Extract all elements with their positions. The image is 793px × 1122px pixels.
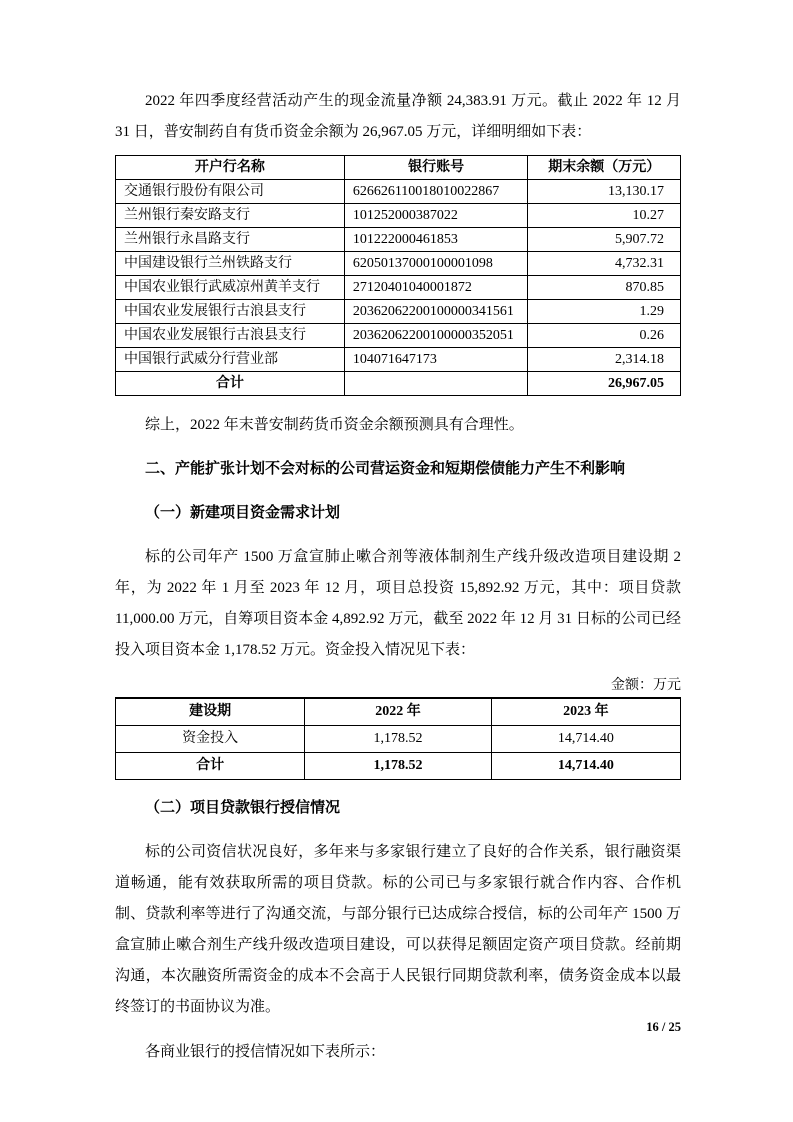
header-construction-period: 建设期 bbox=[116, 698, 305, 726]
total-value-cell: 14,714.40 bbox=[491, 753, 680, 780]
header-ending-balance: 期末余额（万元） bbox=[528, 156, 681, 180]
table-row bbox=[116, 324, 681, 348]
row-label-cell: 资金投入 bbox=[116, 726, 305, 753]
bank-name-cell: 兰州银行秦安路支行 bbox=[116, 204, 345, 228]
subsection-heading-2: （二）项目贷款银行授信情况 bbox=[145, 800, 341, 816]
table-row bbox=[116, 180, 681, 204]
total-value-cell: 26,967.05 bbox=[528, 372, 681, 396]
account-cell: 626626110018010022867 bbox=[344, 180, 528, 204]
account-cell: 62050137000100001098 bbox=[344, 252, 528, 276]
balance-cell: 5,907.72 bbox=[528, 228, 681, 252]
bank-name-cell: 兰州银行永昌路支行 bbox=[116, 228, 345, 252]
page-number: 16 / 25 bbox=[646, 1020, 681, 1034]
balance-cell: 1.29 bbox=[528, 300, 681, 324]
table-unit-note: 金额：万元 bbox=[611, 678, 681, 693]
bank-name-cell: 中国银行武威分行营业部 bbox=[116, 348, 345, 372]
paragraph-cash-flow: 2022 年四季度经营活动产生的现金流量净额 24,383.91 万元。截止 2022 年 12 月 31 日，普安制药自有货币资金余额为 26,967.05 万元，详细明细如下表： bbox=[115, 93, 681, 140]
balance-cell: 870.85 bbox=[528, 276, 681, 300]
bank-name-cell: 中国农业银行武威凉州黄羊支行 bbox=[116, 276, 345, 300]
total-label-cell: 合计 bbox=[116, 372, 345, 396]
table-total-row bbox=[116, 372, 681, 396]
header-bank-name: 开户行名称 bbox=[116, 156, 345, 180]
subsection-heading-1: （一）新建项目资金需求计划 bbox=[145, 505, 341, 521]
table-row bbox=[116, 204, 681, 228]
total-value-cell: 1,178.52 bbox=[305, 753, 491, 780]
table-row bbox=[116, 300, 681, 324]
value-cell: 14,714.40 bbox=[491, 726, 680, 753]
balance-cell: 2,314.18 bbox=[528, 348, 681, 372]
balance-cell: 0.26 bbox=[528, 324, 681, 348]
section-heading-2: 二、产能扩张计划不会对标的公司营运资金和短期偿债能力产生不利影响 bbox=[145, 461, 626, 477]
header-year-2022: 2022 年 bbox=[305, 698, 491, 726]
bank-balance-table bbox=[115, 155, 681, 396]
account-cell: 104071647173 bbox=[344, 348, 528, 372]
table-row bbox=[116, 252, 681, 276]
balance-cell: 13,130.17 bbox=[528, 180, 681, 204]
table-total-row bbox=[116, 753, 681, 780]
bank-name-cell: 中国农业发展银行古浪县支行 bbox=[116, 324, 345, 348]
table-row bbox=[116, 348, 681, 372]
bank-name-cell: 交通银行股份有限公司 bbox=[116, 180, 345, 204]
header-year-2023: 2023 年 bbox=[491, 698, 680, 726]
balance-cell: 10.27 bbox=[528, 204, 681, 228]
account-cell: 101252000387022 bbox=[344, 204, 528, 228]
empty-cell bbox=[344, 372, 528, 396]
header-account-number: 银行账号 bbox=[344, 156, 528, 180]
balance-cell: 4,732.31 bbox=[528, 252, 681, 276]
paragraph-conclusion: 综上，2022 年末普安制药货币资金余额预测具有合理性。 bbox=[145, 417, 524, 433]
bank-name-cell: 中国农业发展银行古浪县支行 bbox=[116, 300, 345, 324]
paragraph-project-funding: 标的公司年产 1500 万盒宣肺止嗽合剂等液体制剂生产线升级改造项目建设期 2 年，为 2022 年 1 月至 2023 年 12 月，项目总投资 15,892.92 万元，其中：项目贷款 11,000.00 万元，自筹项目资本金 4,892.92 万元，截至 2022 年 12 月 31 日标的公司已经投入项目资本金 1,178.52 万元。资金投入情况见下表： bbox=[115, 549, 681, 658]
table-row bbox=[116, 228, 681, 252]
table-row bbox=[116, 726, 681, 753]
bank-name-cell: 中国建设银行兰州铁路支行 bbox=[116, 252, 345, 276]
table-header-row bbox=[116, 156, 681, 180]
investment-table bbox=[115, 697, 681, 780]
table-header-row bbox=[116, 698, 681, 726]
account-cell: 20362062200100000352051 bbox=[344, 324, 528, 348]
table-row bbox=[116, 276, 681, 300]
account-cell: 27120401040001872 bbox=[344, 276, 528, 300]
total-label-cell: 合计 bbox=[116, 753, 305, 780]
value-cell: 1,178.52 bbox=[305, 726, 491, 753]
paragraph-credit-status: 标的公司资信状况良好，多年来与多家银行建立了良好的合作关系，银行融资渠道畅通，能有效获取所需的项目贷款。标的公司已与多家银行就合作内容、合作机制、贷款利率等进行了沟通交流，与部分银行已达成综合授信，标的公司年产 1500 万盒宣肺止嗽合剂生产线升级改造项目建设，可以获得足额固定资产项目贷款。经前期沟通，本次融资所需资金的成本不会高于人民银行同期贷款利率，债务资金成本以最终签订的书面协议为准。 bbox=[115, 844, 681, 1015]
account-cell: 20362062200100000341561 bbox=[344, 300, 528, 324]
paragraph-credit-table-intro: 各商业银行的授信情况如下表所示： bbox=[145, 1044, 386, 1060]
account-cell: 101222000461853 bbox=[344, 228, 528, 252]
